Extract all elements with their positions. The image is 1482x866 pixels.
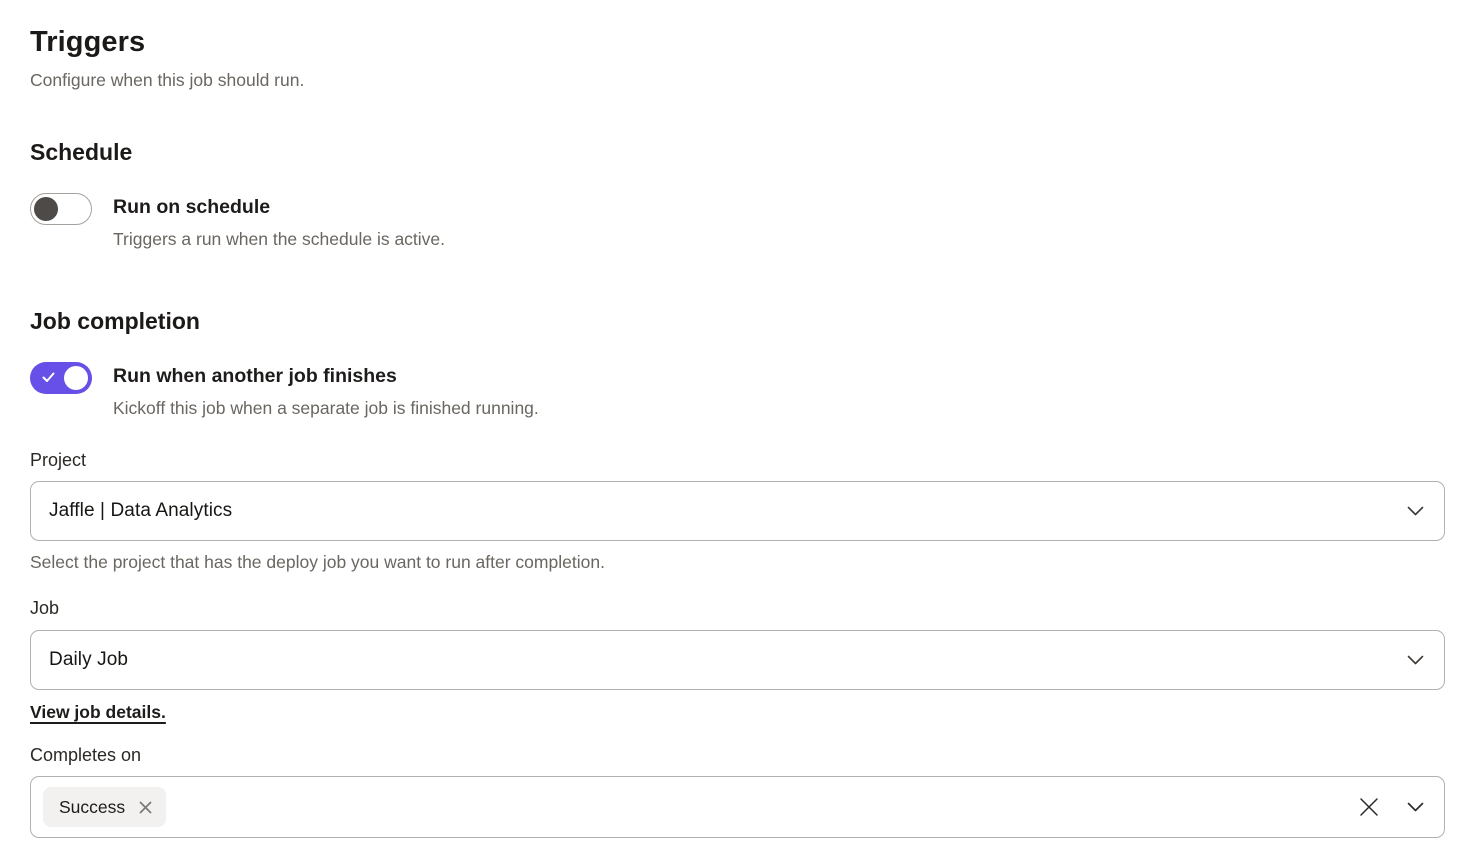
completes-on-field [30,745,1445,839]
toggle-knob [34,197,58,221]
toggle-knob [64,366,88,390]
completes-on-label: Completes on [30,744,142,765]
clear-selection-button close-icon[interactable] [1357,795,1381,819]
selected-tag-success [43,787,166,827]
chevron-down-icon [1407,506,1424,516]
run-on-schedule-description: Triggers a run when the schedule is active. [113,229,446,250]
tag-label: Success [59,796,126,817]
run-on-schedule-toggle[interactable] [30,193,92,225]
check-icon [42,372,55,383]
job-select[interactable] [30,630,1445,690]
project-select-value: Jaffle | Data Analytics [49,500,233,522]
project-field [30,450,1445,574]
schedule-section [30,138,1445,251]
run-on-schedule-row [30,193,1445,251]
run-when-another-job-finishes-label: Run when another job finishes [113,364,397,387]
schedule-heading: Schedule [30,139,133,165]
job-completion-heading: Job completion [30,307,200,334]
run-on-schedule-label: Run on schedule [113,195,271,218]
remove-tag-button close-icon[interactable] [139,801,152,814]
page-title: Triggers [30,26,146,58]
project-select[interactable] [30,481,1445,541]
project-label: Project [30,449,87,470]
run-when-another-job-finishes-description: Kickoff this job when a separate job is finished running. [113,398,539,419]
chevron-down-icon[interactable] [1407,802,1424,812]
completes-on-multiselect[interactable] [30,776,1445,838]
run-when-job-finishes-row [30,362,1445,420]
project-helper-text: Select the project that has the deploy job you want to run after completion. [30,552,605,573]
chevron-down-icon [1407,655,1424,665]
view-job-details-link[interactable]: View job details. [30,701,166,722]
job-field [30,598,1445,723]
page-subtitle: Configure when this job should run. [30,70,305,91]
job-completion-section [30,307,1445,838]
job-label: Job [30,598,60,619]
job-select-value: Daily Job [49,648,129,670]
run-when-another-job-finishes-toggle[interactable] [30,362,92,394]
